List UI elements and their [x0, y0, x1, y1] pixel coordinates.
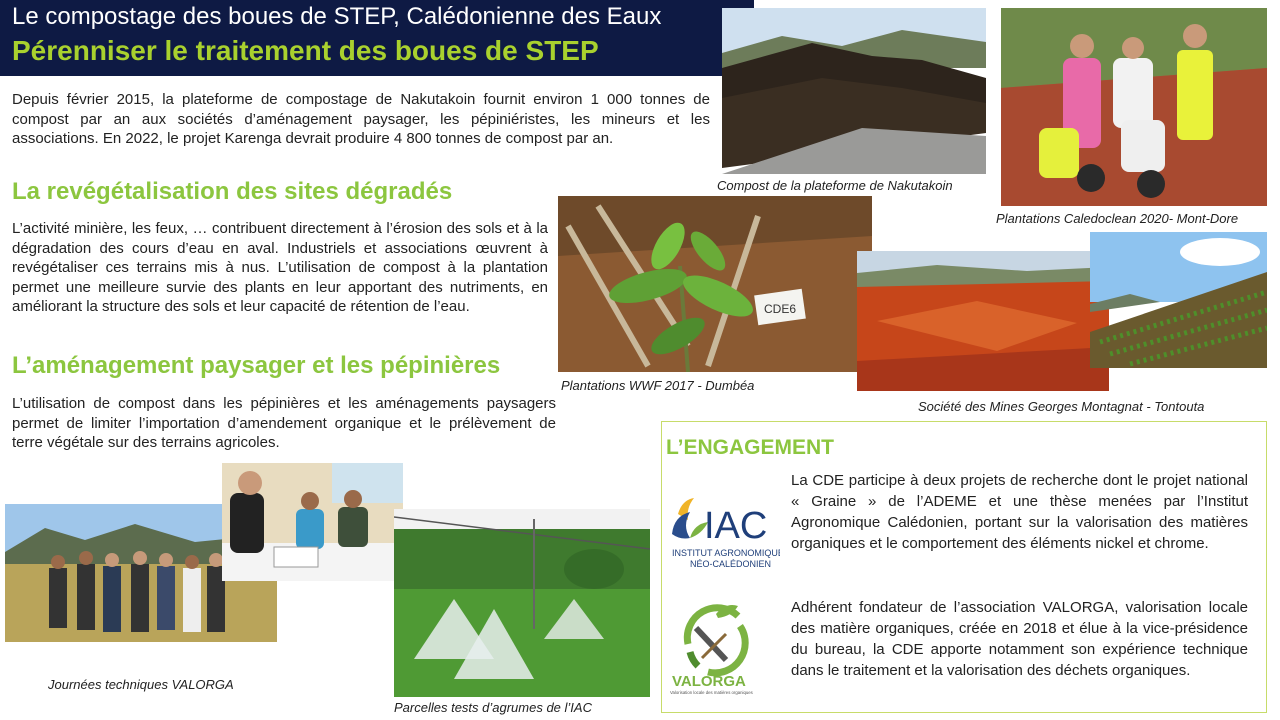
header-banner: [0, 0, 754, 76]
section-heading-amenagement: L’aménagement paysager et les pépinières: [12, 352, 501, 379]
caption-caledoclean: Plantations Caledoclean 2020- Mont-Dore: [996, 211, 1239, 226]
engagement-text-valorga: Adhérent fondateur de l’association VALORGA, valorisation locale des matière organiques, créée en 2018 et élue à la vice-présidence du bureau, la CDE apporte notamment son expérience technique dans le traitement et la valorisation des déchets organiques.: [791, 599, 1248, 679]
engagement-title: L’ENGAGEMENT: [666, 436, 835, 459]
caption-mines: Société des Mines Georges Montagnat - Tontouta: [918, 399, 1205, 414]
section-text-amenagement: L’utilisation de compost dans les pépinières et les aménagements paysagers permet de limiter l’importation d’amendement organique et le prélèvement de terre végétale sur des terrains agricoles.: [12, 395, 556, 451]
photo-wwf-plantation: [558, 196, 872, 372]
iac-abbr: IAC: [704, 505, 768, 547]
photo-revegetated-slope: [1090, 232, 1267, 368]
photo-mine-site: [857, 251, 1109, 391]
caption-compost-platform: Compost de la plateforme de Nakutakoin: [717, 178, 953, 193]
page-title: Pérenniser le traitement des boues de STEP: [12, 35, 599, 66]
header-subtitle: Le compostage des boues de STEP, Calédonienne des Eaux: [12, 3, 662, 30]
iac-logo: [668, 494, 780, 572]
valorga-logo: [668, 596, 768, 696]
engagement-box: [661, 421, 1267, 713]
caption-valorga-days: Journées techniques VALORGA: [48, 677, 234, 692]
photo-compost-platform: [722, 8, 986, 174]
iac-line1: INSTITUT AGRONOMIQUE: [672, 548, 780, 558]
plant-label: CDE6: [764, 302, 797, 316]
valorga-name: VALORGA: [672, 673, 746, 690]
photo-caledoclean: [1001, 8, 1267, 206]
photo-citrus-plots: [394, 509, 650, 697]
engagement-text-research: La CDE participe à deux projets de recherche dont le projet national « Graine » de l’ADEME et une thèse menées par l’Institut Agronomique Calédonien, portant sur la valorisation des matières organiques et le comportement des éléments nickel et chrome.: [791, 472, 1248, 552]
caption-agrumes: Parcelles tests d’agrumes de l’IAC: [394, 700, 592, 715]
photo-meeting: [222, 463, 403, 581]
section-heading-revegetalisation: La revégétalisation des sites dégradés: [12, 178, 453, 205]
caption-wwf: Plantations WWF 2017 - Dumbéa: [561, 378, 755, 393]
intro-paragraph: Depuis février 2015, la plateforme de compostage de Nakutakoin fournit environ 1 000 tonnes de compost par an aux sociétés d’aménagement paysager, les pépiniéristes, les mineurs et les associations. En 2022, le projet Karenga devrait produire 4 800 tonnes de compost par an.: [12, 91, 710, 147]
valorga-tagline: Valorisation locale des matières organiques: [670, 690, 753, 695]
section-text-revegetalisation: L’activité minière, les feux, … contribuent directement à l’érosion des sols et à la dégradation des cours d’eau en aval. Industriels et associations œuvrent à revégétaliser ces terrains mis à nus. L’utilisation de compost à la plantation permet une meilleure survie des plants en leur apportant des nutriments, en améliorant la structure des sols et leur capacité de rétention de l’eau.: [12, 220, 548, 315]
iac-line2: NÉO-CALÉDONIEN: [690, 559, 772, 569]
